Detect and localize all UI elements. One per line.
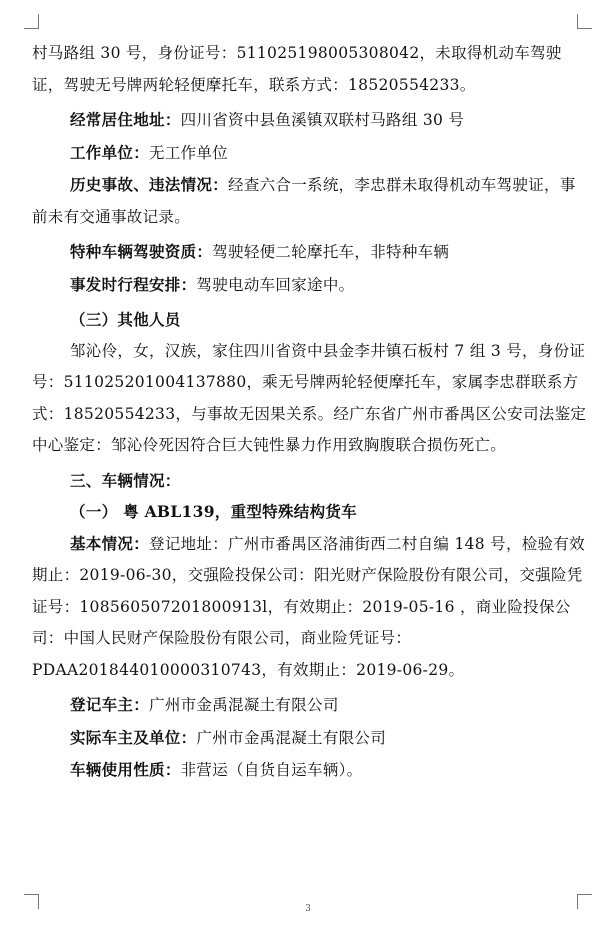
usage-value: 非营运（自货自运车辆）。 [180,761,363,779]
special-label: 特种车辆驾驶资质 [70,242,197,261]
residence-label: 经常居住地址 [70,110,165,129]
special-value: 驾驶轻便二轮摩托车，非特种车辆 [212,243,450,261]
special-sep: ： [196,242,213,261]
residence-value: 四川省资中县鱼溪镇双联村马路组 30 号 [180,111,465,129]
basic-info-paragraph [32,528,588,687]
work-sep: ： [133,142,150,162]
special-line [32,236,588,269]
section-vehicles-heading: 三、车辆情况： [70,470,181,490]
residence-sep: ： [164,110,181,129]
trip-line [32,269,588,302]
trip-sep: ： [180,274,197,294]
residence-line [32,104,588,137]
usage-label: 车辆使用性质 [70,760,165,779]
driver-id-paragraph: 村马路组 30 号，身份证号：511025198005308042，未取得机动车驾驶证，驾驶无号牌两轮轻便摩托车，联系方式：18520554233。 [32,44,562,94]
actual-owner-line [32,722,588,755]
vehicle1-heading: （一） 粤 ABL139，重型特殊结构货车 [70,502,357,521]
actual-owner-sep: ： [180,727,197,747]
usage-line [32,754,588,787]
owner-value: 广州市金禹混凝土有限公司 [149,696,339,714]
basic-value: 登记地址：广州市番禺区洛浦街西二村自编 148 号，检验有效期止：2019-06-30，交强险投保公司：阳光财产保险股份有限公司，交强险凭证号：108560507201800913l，有效期止：2019-05-16 ，商业险投保公司：中国人民财产保险股份有限公司，商业险凭证号：PDAA201844010000310743，有效期止：2019-06-29。 [32,534,585,679]
trip-value: 驾驶电动车回家途中。 [196,275,355,294]
work-label: 工作单位 [70,142,134,162]
history-label: 历史事故、违法情况 [70,175,213,194]
others-paragraph: 邹沁伶，女，汉族，家住四川省资中县金李井镇石板村 7 组 3 号，身份证号：511025201004137880，乘无号牌两轮轻便摩托车，家属李忠群联系方式：18520554233，与事故无因果关系。经广东省广州市番禺区公安司法鉴定中心鉴定：邹沁伶死因符合巨大钝性暴力作用致胸腹联合损伤死亡。 [32,341,587,454]
actual-owner-label: 实际车主及单位 [70,727,181,747]
owner-label: 登记车主 [70,695,134,714]
history-paragraph [32,169,588,233]
history-sep: ： [212,175,229,194]
basic-sep: ： [133,533,150,553]
work-value: 无工作单位 [149,143,229,162]
owner-sep: ： [133,695,150,714]
usage-sep: ： [164,760,181,779]
work-line [32,137,588,170]
others-heading: （三）其他人员 [70,310,181,329]
crop-mark-top-right [577,14,592,29]
owner-line [32,689,588,722]
actual-owner-value: 广州市金禹混凝土有限公司 [196,728,387,747]
crop-mark-top-left [24,14,39,29]
page-number: 3 [305,904,311,914]
trip-label: 事发时行程安排 [70,274,181,294]
history-value: 经查六合一系统，李忠群未取得机动车驾驶证，事前未有交通事故记录。 [32,176,576,226]
document-body [32,38,588,787]
basic-label: 基本情况 [70,533,134,553]
